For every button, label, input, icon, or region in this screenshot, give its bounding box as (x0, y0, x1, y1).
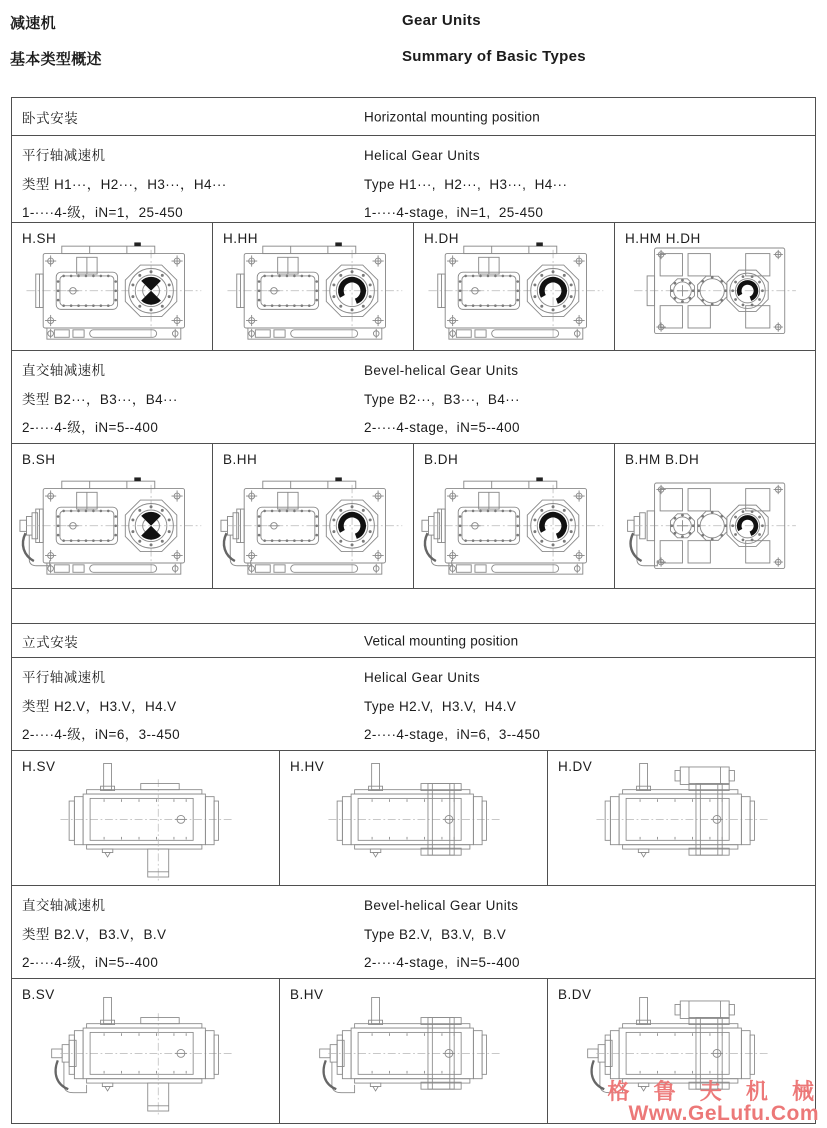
group-stage-zh: 2-····4-级，iN=5--400 (22, 420, 159, 435)
group-info-zh (22, 664, 180, 750)
row-bevel-horizontal-drawings (12, 444, 815, 589)
drawing-b-sv (48, 987, 244, 1118)
group-name-zh: 直交轴减速机 (22, 363, 106, 378)
row-spacer (12, 589, 815, 624)
group-type-zh: 类型 B2.V，B3.V，B.V (22, 926, 167, 942)
page-title-en: Gear Units (402, 12, 481, 29)
cell-h-sv (12, 751, 280, 885)
watermark (607, 1079, 823, 1125)
group-info-zh (22, 892, 166, 978)
model-label: B.HH (223, 452, 258, 467)
group-name-zh: 平行轴减速机 (22, 670, 106, 685)
cell-h-dh (414, 223, 615, 350)
model-label: B.DH (424, 452, 459, 467)
drawing-b-hm (626, 470, 804, 576)
model-label: B.HV (290, 987, 324, 1002)
drawing-b-hh (220, 470, 406, 576)
group-type-zh: 类型 B2···，B3···，B4··· (22, 391, 178, 407)
group-stage-en: 2-····4-stage, iN=6, 3--450 (364, 727, 541, 742)
model-label: B.SH (22, 452, 56, 467)
group-type-zh: 类型 H1···，H2···，H3···，H4··· (22, 176, 227, 192)
drawing-h-sh (19, 235, 205, 341)
drawing-h-sv (48, 753, 244, 884)
group-stage-en: 2-····4-stage, iN=5--400 (364, 955, 520, 970)
row-bevel-vertical-info (12, 886, 815, 979)
row-horizontal-mounting (12, 98, 815, 136)
group-name-en: Helical Gear Units (364, 670, 480, 685)
model-label: B.DV (558, 987, 592, 1002)
row-helical-horizontal-info (12, 136, 815, 223)
group-type-zh: 类型 H2.V，H3.V，H4.V (22, 698, 177, 714)
group-type-en: Type H1···, H2···, H3···, H4··· (364, 176, 568, 192)
basic-types-table (11, 97, 816, 1124)
group-stage-en: 2-····4-stage, iN=5--400 (364, 420, 520, 435)
row-helical-horizontal-drawings (12, 223, 815, 351)
cell-h-hm (615, 223, 815, 350)
group-type-en: Type B2···, B3···, B4··· (364, 391, 520, 407)
group-name-en: Bevel-helical Gear Units (364, 898, 519, 913)
model-label: H.HV (290, 759, 325, 774)
group-info-zh (22, 142, 227, 228)
group-info-zh (22, 357, 178, 443)
cell-h-dv (548, 751, 815, 885)
cell-h-hv (280, 751, 548, 885)
drawing-h-dv (584, 753, 780, 884)
drawing-b-dh (421, 470, 607, 576)
page-subtitle-zh: 基本类型概述 (10, 51, 102, 68)
model-label: H.DH (424, 231, 459, 246)
model-label: H.SV (22, 759, 56, 774)
model-label: B.HM B.DH (625, 452, 700, 467)
watermark-brand-zh: 格 鲁 夫 机 械 (607, 1079, 823, 1104)
cell-b-dh (414, 444, 615, 588)
cell-b-hv (280, 979, 548, 1123)
drawing-h-dh (421, 235, 607, 341)
model-label: H.SH (22, 231, 57, 246)
group-type-en: Type B2.V, B3.V, B.V (364, 926, 507, 942)
row-helical-vertical-drawings (12, 751, 815, 886)
page-title-zh: 减速机 (10, 15, 56, 32)
cell-h-hh (213, 223, 414, 350)
watermark-url: Www.GeLufu.Com (628, 1102, 819, 1125)
group-stage-zh: 1-····4-级，iN=1，25-450 (22, 205, 184, 220)
group-name-en: Bevel-helical Gear Units (364, 363, 519, 378)
mounting-label-zh: 卧式安装 (22, 110, 79, 126)
model-label: H.HM H.DH (625, 231, 701, 246)
drawing-b-sh (19, 470, 205, 576)
drawing-h-hv (316, 753, 512, 884)
row-bevel-horizontal-info (12, 351, 815, 444)
group-info-en (364, 664, 540, 750)
cell-b-sv (12, 979, 280, 1123)
row-helical-vertical-info (12, 658, 815, 751)
mounting-label-zh: 立式安装 (22, 634, 79, 650)
cell-b-hm (615, 444, 815, 588)
group-name-zh: 直交轴减速机 (22, 898, 106, 913)
group-stage-zh: 2-····4-级，iN=6，3--450 (22, 727, 181, 742)
model-label: H.DV (558, 759, 593, 774)
drawing-b-hv (316, 987, 512, 1118)
mounting-label-en: Vetical mounting position (364, 633, 519, 648)
group-info-en (364, 142, 567, 228)
mounting-label-en: Horizontal mounting position (364, 109, 540, 124)
page-subtitle-en: Summary of Basic Types (402, 48, 586, 65)
cell-b-sh (12, 444, 213, 588)
group-type-en: Type H2.V, H3.V, H4.V (364, 698, 517, 714)
group-stage-zh: 2-····4-级，iN=5--400 (22, 955, 159, 970)
drawing-h-hh (220, 235, 406, 341)
model-label: H.HH (223, 231, 258, 246)
drawing-h-hm (626, 235, 804, 341)
group-name-zh: 平行轴减速机 (22, 148, 106, 163)
group-stage-en: 1-····4-stage, iN=1, 25-450 (364, 205, 544, 220)
group-info-en (364, 892, 520, 978)
cell-h-sh (12, 223, 213, 350)
row-vertical-mounting (12, 624, 815, 658)
cell-b-hh (213, 444, 414, 588)
model-label: B.SV (22, 987, 55, 1002)
group-info-en (364, 357, 520, 443)
group-name-en: Helical Gear Units (364, 148, 480, 163)
